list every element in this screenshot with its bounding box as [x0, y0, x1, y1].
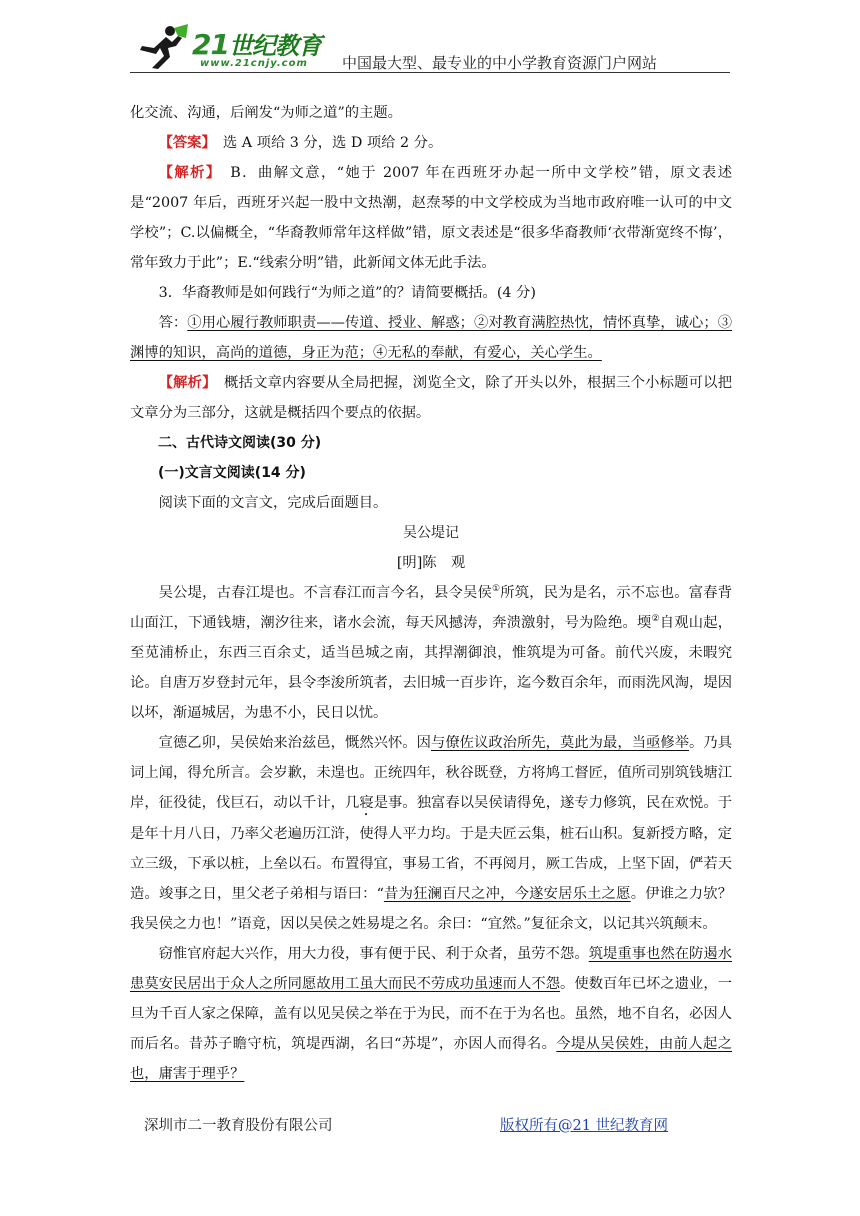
page-header — [130, 22, 730, 76]
answer-line — [130, 128, 732, 158]
answer-3 — [130, 308, 732, 368]
text-run: 。使数百年已坏之遗业，一旦为千百人家之保障，盖有以见吴侯之举在于为民，而不在于为名也。虽然，地不自名，必因人而后名。昔苏子瞻守杭，筑堤西湖，名曰“苏堤”，亦因人而得名。 — [130, 976, 733, 1052]
section-heading: 二、古代诗文阅读(30 分) — [158, 435, 322, 451]
footer-copyright-link[interactable]: 版权所有@21 世纪教育网 — [500, 1118, 669, 1134]
analysis-tag: 【解析】 — [158, 165, 215, 181]
text-run: 窃惟官府起大兴作，用大力役，事有便于民、利于众者，虽劳不怨。 — [158, 946, 589, 962]
logo-url: www.21cnjy.com — [200, 58, 308, 69]
passage-paragraph-1 — [130, 578, 732, 728]
paragraph-continuation: 化交流、沟通，后阐发“为师之道”的主题。 — [130, 105, 402, 121]
logo-number: 21 — [192, 28, 229, 61]
analysis-text-1: B．曲解文意，“她于 2007 年在西班牙办起一所中文学校”错，原文表述是“2007 年后，西班牙兴起一股中文热潮，赵焘琴的中文学校成为当地市政府唯一认可的中文学校”；C.以偏概全，“华裔教师常年这样做”错，原文表述是“很多华裔教师‘衣带渐宽终不悔’，常年致力于此”；E.“线索分明”错，此新闻文体无此手法。 — [130, 165, 732, 271]
answer-text: 选 A 项给 3 分，选 D 项给 2 分。 — [208, 135, 443, 151]
underlined-sentence-3: 筑堤重事也然在防遏水患莫安民居出于众人之所同愿故用工虽大而民不劳成功虽速而人不怨 — [130, 946, 733, 992]
text-run: 吴公堤，古春江堤也。不言春江而言今名，县令吴侯 — [158, 585, 492, 601]
analysis-paragraph-1 — [130, 158, 732, 278]
analysis-tag-2: 【解析】 — [158, 375, 210, 391]
header-divider — [130, 72, 730, 73]
underlined-sentence-1: 与僚佐议政治所先，莫此为最，当亟修举 — [430, 735, 690, 751]
passage-title: 吴公堤记 — [403, 525, 459, 541]
subsection-heading: (一)文言文阅读(14 分) — [158, 465, 306, 481]
underlined-sentence-2: 昔为狂澜百尺之冲，今遂安居乐土之愿 — [383, 886, 631, 902]
text-run: 自观山起，至苋浦桥止，东西三百余丈，适当邑城之南，其捍潮御浪，惟筑堤为可备。前代兴废，未暇究论。自唐万岁登封元年，县令李浚所筑者，去旧城一百步许，迄今数百余年，而雨洗风淘，堤因以坏，渐逼城居，为患不小，民日以忧。 — [130, 615, 733, 721]
passage-author: [明]陈 观 — [396, 555, 466, 571]
text-run: 宣德乙卯，吴侯始来治兹邑，慨然兴怀。因 — [158, 735, 431, 751]
answer-3-text: ①用心履行教师职责——传道、授业、解惑；②对教育满腔热忱，情怀真挚，诚心；③渊博的知识，高尚的道德，身正为范；④无私的奉献，有爱心，关心学生。 — [130, 315, 733, 361]
footnote-mark-2: ② — [651, 614, 660, 625]
underlined-sentence-4: 今堤从吴侯姓，由前人起之也，庸害于理乎？ — [130, 1036, 733, 1082]
analysis-paragraph-2 — [130, 368, 732, 428]
analysis-text-2: 概括文章内容要从全局把握，浏览全文，除了开头以外，根据三个小标题可以把文章分为三部分，这就是概括四个要点的依据。 — [130, 375, 732, 421]
passage-paragraph-2 — [130, 728, 732, 939]
answer-tag: 【答案】 — [158, 135, 209, 151]
dotted-character: 寝 — [359, 795, 374, 811]
text-run: 所筑，民为是名，示不忘也。富春背山面江，下通钱塘，潮汐往来，诸水会流，每天风撼涛，奔溃激射，号为险绝。堧 — [130, 585, 733, 631]
instruction: 阅读下面的文言文，完成后面题目。 — [158, 495, 388, 511]
header-tagline: 中国最大型、最专业的中小学教育资源门户网站 — [342, 54, 658, 72]
runner-logo-icon — [130, 24, 190, 70]
document-body — [130, 98, 732, 1089]
text-run: 。伊谁之力欤？我吴侯之力也！”语竟，因以吴侯之姓易堤之名。余曰：“宜然。”复征余文，以记其兴筑颠末。 — [130, 886, 733, 932]
text-run: 。乃具词上闻，得允所言。会岁歉，未遑也。正统四年，秋谷既登，方将鸠工督匠，值所司别筑钱塘江岸，征役徒，伐巨石，动以千计，几 — [130, 735, 733, 811]
answer-3-prefix: 答： — [158, 315, 188, 331]
logo-wordmark — [192, 26, 321, 61]
passage-paragraph-3 — [130, 939, 732, 1089]
logo-chinese: 世纪教育 — [228, 32, 321, 60]
footnote-mark-1: ① — [492, 584, 501, 595]
site-logo[interactable] — [130, 22, 330, 72]
footer-company: 深圳市二一教育股份有限公司 — [144, 1118, 333, 1134]
text-run: 是事。独富春以吴侯请得免，遂专力修筑，民在欢悦。于是年十月八日，乃率父老遍历江浒，使得人平力均。于是夫匠云集，桩石山积。复新授方略，定立三级，下承以桩，上垒以石。布置得宜，事易工省，不再阅月，厥工告成，上坚下固，俨若天造。竣事之日，里父老子弟相与语曰：“ — [130, 795, 733, 902]
question-3: 3．华裔教师是如何践行“为师之道”的？请简要概括。(4 分) — [158, 285, 536, 301]
